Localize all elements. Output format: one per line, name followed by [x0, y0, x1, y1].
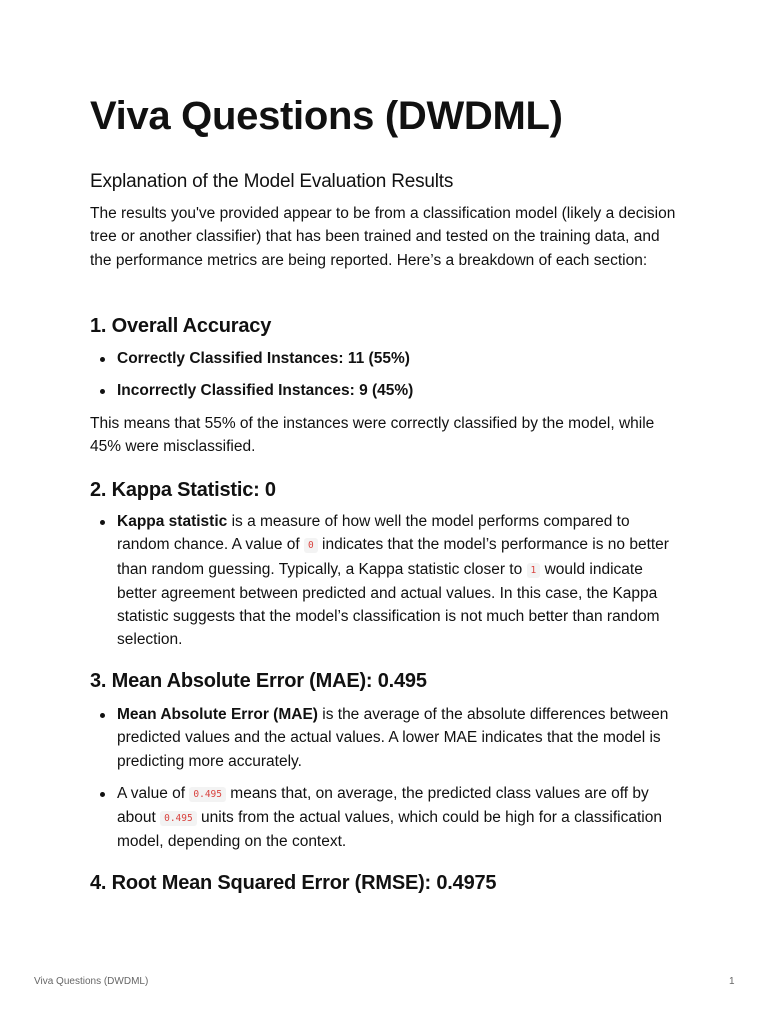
correct-instances-text: Correctly Classified Instances: 11 (55%): [117, 350, 410, 367]
mae-text-4: units from the actual values, which could be high for a classification model, depending on the context.: [117, 809, 662, 851]
heading-rmse: 4. Root Mean Squared Error (RMSE): 0.4975: [90, 872, 497, 894]
section-subtitle: Explanation of the Model Evaluation Results: [90, 171, 454, 192]
kappa-list: [90, 510, 680, 652]
inline-code: 1: [527, 563, 541, 578]
list-item: [90, 379, 680, 402]
mae-text-3: means that, on average, the predicted class values are off by about: [117, 784, 649, 827]
heading-mae: 3. Mean Absolute Error (MAE): 0.495: [90, 670, 427, 692]
intro-paragraph: The results you've provided appear to be from a classification model (likely a decision tree or another classifier) that has been trained and tested on the training data, and the performance metrics are being reported. Here’s a breakdown of each section:: [90, 205, 676, 269]
heading-overall-accuracy: 1. Overall Accuracy: [90, 315, 272, 337]
accuracy-list: [90, 347, 680, 403]
inline-code: 0.495: [160, 811, 197, 826]
list-item: [90, 347, 680, 370]
footer-title: Viva Questions (DWDML): [34, 976, 149, 987]
list-item: [90, 782, 680, 854]
kappa-term: Kappa statistic: [117, 513, 228, 530]
kappa-text-2: indicates that the model’s performance is no better than random guessing. Typically, a Kappa statistic closer to: [117, 536, 669, 578]
list-item: [90, 510, 680, 652]
heading-kappa-statistic: 2. Kappa Statistic: 0: [90, 479, 276, 501]
page-title: Viva Questions (DWDML): [90, 94, 563, 138]
mae-term: Mean Absolute Error (MAE): [117, 706, 318, 723]
inline-code: 0: [304, 538, 318, 553]
kappa-text-3: would indicate better agreement between predicted and actual values. In this case, the Kappa statistic suggests that the model’s classification is not much better than random selection.: [117, 560, 660, 649]
mae-list: [90, 703, 680, 854]
mae-text-2: A value of: [117, 784, 190, 802]
incorrect-instances-text: Incorrectly Classified Instances: 9 (45%): [117, 382, 414, 400]
inline-code: 0.495: [189, 787, 226, 802]
page-number: 1: [729, 976, 735, 987]
mae-text-1: is the average of the absolute differences between predicted values and the actual values. A lower MAE indicates that the model is predicting more accurately.: [117, 706, 669, 770]
kappa-text-1: is a measure of how well the model performs compared to random chance. A value of: [117, 513, 630, 554]
accuracy-paragraph: This means that 55% of the instances were correctly classified by the model, while 45% were misclassified.: [90, 415, 655, 456]
list-item: [90, 703, 680, 773]
